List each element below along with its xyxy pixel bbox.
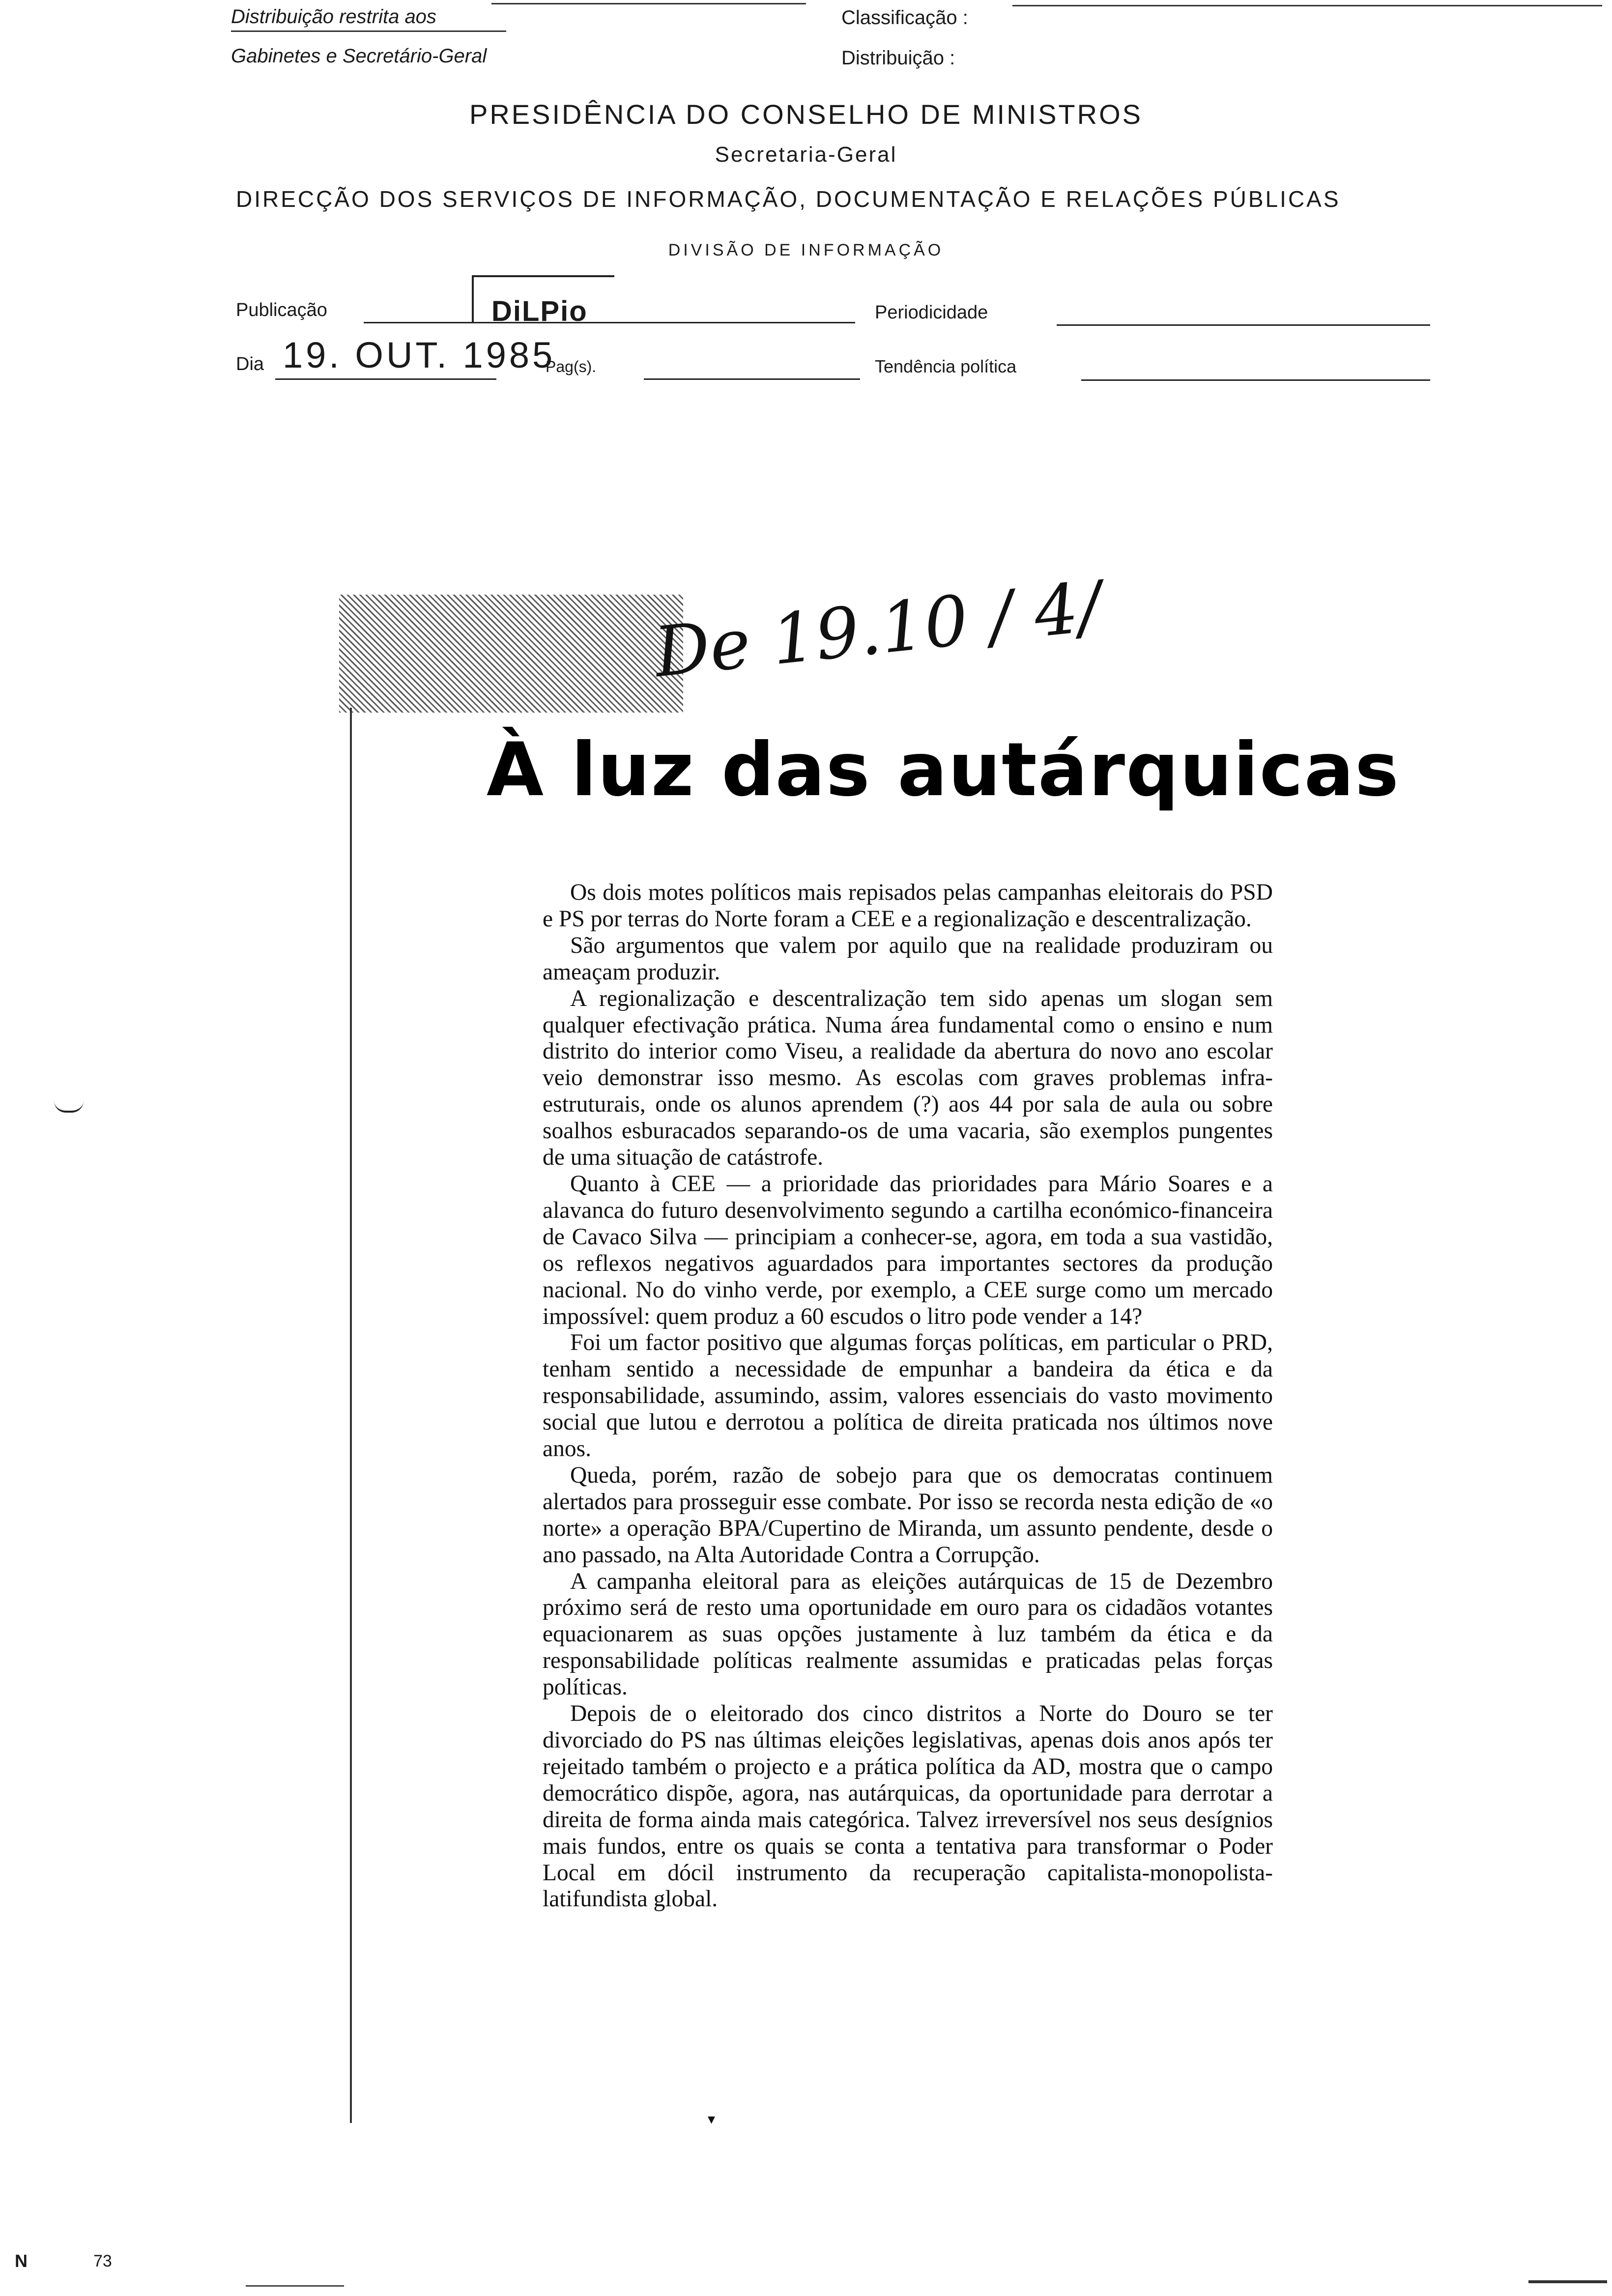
- publication-value: DiLPio: [491, 295, 588, 327]
- handwritten-annotation: De 19.10 / 4/: [650, 566, 1105, 693]
- date-stamp-value: 19. OUT. 1985: [283, 335, 556, 375]
- distribution-note-line2: Gabinetes e Secretário-Geral: [231, 45, 487, 67]
- page-tick: ▾: [708, 2111, 716, 2128]
- paragraph-1: Os dois motes políticos mais repisados pelas campanhas eleitorais do PSD e PS por terras do Norte foram a CEE e a regionalização e descentralização.: [543, 880, 1273, 932]
- classification-label: Classificação :: [841, 7, 968, 29]
- publication-label: Publicação: [236, 300, 327, 320]
- periodicity-label: Periodicidade: [875, 302, 988, 323]
- secretariat-title: Secretaria-Geral: [715, 143, 897, 167]
- paragraph-2: São argumentos que valem por aquilo que na realidade produziram ou ameaçam produzir.: [543, 932, 1273, 985]
- division-title: DIVISÃO DE INFORMAÇÃO: [668, 241, 944, 259]
- punch-mark: [54, 1101, 84, 1113]
- clipping-halftone: [339, 595, 683, 713]
- footer-code: 73: [93, 2252, 112, 2270]
- paragraph-8: Depois de o eleitorado dos cinco distritos a Norte do Douro se ter divorciado do PS nas últimas eleições legislativas, apenas dois anos após ter rejeitado também o projecto e a prática política da AD, mostra que o campo democrático dispõe, agora, nas autárquicas, da oportunidade para derrotar a direita de forma ainda mais categórica. Talvez irreversível nos seus desígnios mais fundos, entre os quais se conta a tentativa para transformar o Poder Local em dócil instrumento da recuperação capitalista-monopolista-latifundista global.: [543, 1701, 1273, 1912]
- distribution-note-line1: Distribuição restrita aos: [231, 6, 436, 28]
- article-body: [543, 880, 1273, 1913]
- paragraph-6: Queda, porém, razão de sobejo para que os democratas continuem alertados para prosseguir esse combate. Por isso se recorda nesta edição de «o norte» a operação BPA/Cupertino de Miranda, um assunto pendente, desde o ano passado, na Alta Autoridade Contra a Corrupção.: [543, 1462, 1273, 1568]
- pages-label: Pag(s).: [546, 358, 597, 375]
- stamp-mark: [472, 275, 614, 277]
- date-label: Dia: [236, 354, 264, 374]
- paragraph-7: A campanha eleitoral para as eleições autárquicas de 15 de Dezembro próximo será de resto uma oportunidade em ouro para os cidadãos votantes equacionarem as suas opções justamente à luz também da ética e da responsabilidade políticas realmente assumidas e praticadas pelas forças políticas.: [543, 1568, 1273, 1700]
- footer-mark: N: [15, 2251, 28, 2271]
- institution-title: PRESIDÊNCIA DO CONSELHO DE MINISTROS: [469, 99, 1143, 130]
- directorate-title: DIRECÇÃO DOS SERVIÇOS DE INFORMAÇÃO, DOCUMENTAÇÃO E RELAÇÕES PÚBLICAS: [236, 186, 1341, 212]
- tendency-label: Tendência política: [875, 356, 1017, 376]
- clipping-left-edge: [350, 708, 352, 2123]
- distribution-label: Distribuição :: [841, 47, 955, 69]
- paragraph-4: Quanto à CEE — a prioridade das prioridades para Mário Soares e a alavanca do futuro desenvolvimento segundo a cartilha económico-financeira de Cavaco Silva — principiam a conhecer-se, agora, em toda a sua vastidão, os reflexos negativos aguardados para importantes sectores da produção nacional. No do vinho verde, por exemplo, a CEE surge como um mercado impossível: quem produz a 60 escudos o litro pode vender a 14?: [543, 1171, 1273, 1329]
- paragraph-3: A regionalização e descentralização tem sido apenas um slogan sem qualquer efectivação prática. Numa área fundamental como o ensino e num distrito do interior como Viseu, a realidade da abertura do novo ano escolar veio demonstrar isso mesmo. As escolas com graves problemas infra-estruturais, onde os alunos aprendem (?) aos 44 por sala de aula ou sobre soalhos esburacados separando-os de uma vacaria, são exemplos pungentes de uma situação de catástrofe.: [543, 985, 1273, 1171]
- article-headline: À luz das autárquicas: [487, 727, 1400, 813]
- paragraph-5: Foi um factor positivo que algumas forças políticas, em particular o PRD, tenham sentido a necessidade de empunhar a bandeira da ética e da responsabilidade, assumindo, assim, valores essenciais do vasto movimento social que lutou e derrotou a política de direita praticada nos últimos nove anos.: [543, 1330, 1273, 1462]
